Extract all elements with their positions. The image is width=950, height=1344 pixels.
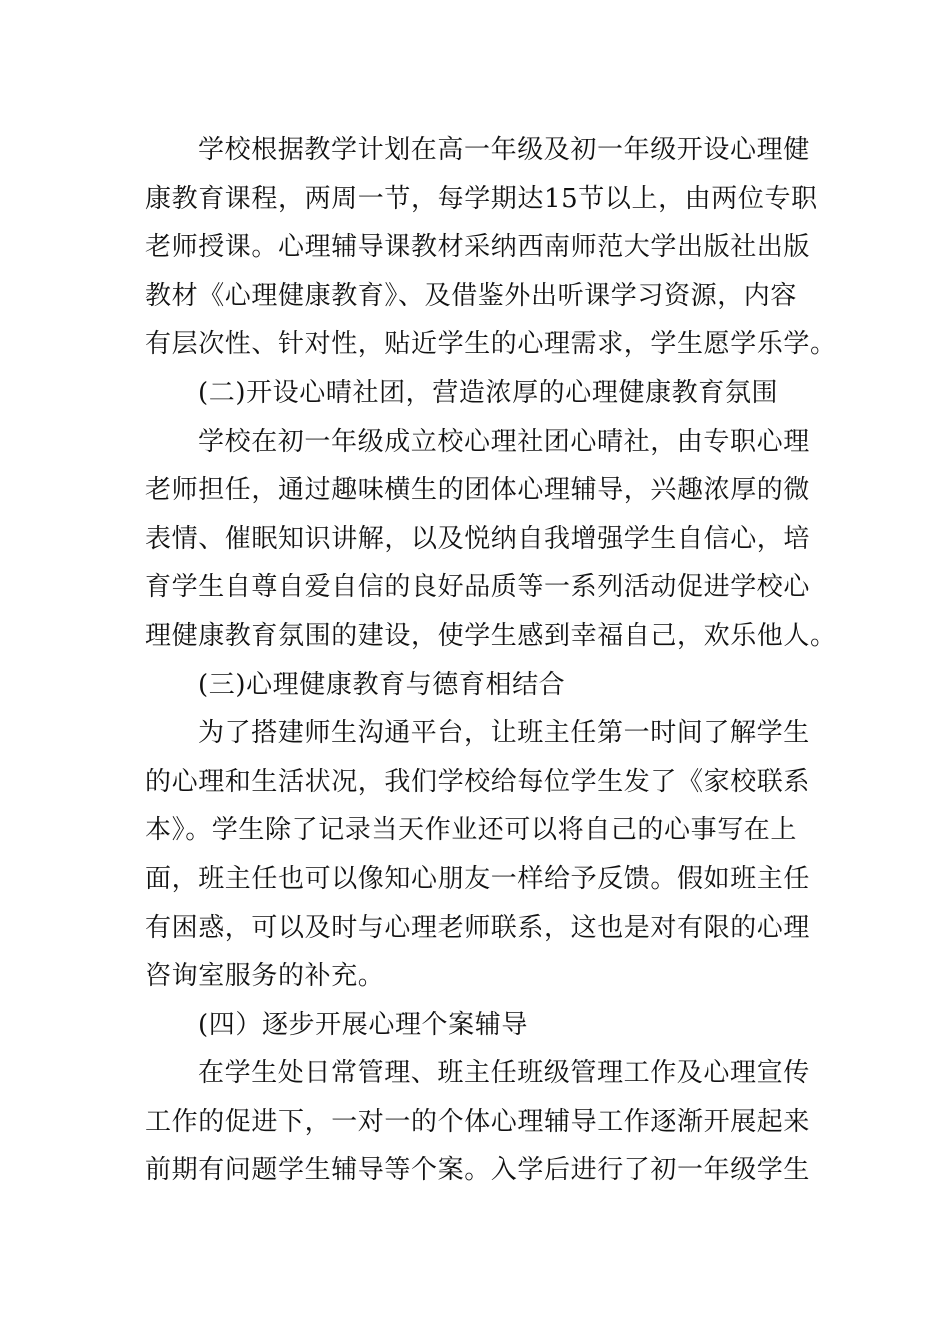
paragraph-line: 本》。学生除了记录当天作业还可以将自己的心事写在上 xyxy=(145,815,798,846)
paragraph-line: 前期有问题学生辅导等个案。入学后进行了初一年级学生 xyxy=(145,1155,811,1186)
section-heading: (二)开设心晴社团，营造浓厚的心理健康教育氛围 xyxy=(198,377,779,408)
paragraph-line: 老师授课。心理辅导课教材采纳西南师范大学出版社出版 xyxy=(145,232,811,263)
paragraph-line: 老师担任，通过趣味横生的团体心理辅导，兴趣浓厚的微 xyxy=(145,475,811,506)
paragraph-line: 为了搭建师生沟通平台，让班主任第一时间了解学生 xyxy=(198,718,810,749)
section-heading: (四）逐步开展心理个案辅导 xyxy=(198,1009,528,1040)
paragraph-line: 在学生处日常管理、班主任班级管理工作及心理宣传 xyxy=(198,1058,810,1089)
paragraph-line: 理健康教育氛围的建设，使学生感到幸福自己，欢乐他人。 xyxy=(145,620,837,651)
paragraph-line: 有层次性、针对性，贴近学生的心理需求，学生愿学乐学。 xyxy=(145,329,837,360)
paragraph-line: 有困惑，可以及时与心理老师联系，这也是对有限的心理 xyxy=(145,912,811,943)
paragraph-line: 表情、催眠知识讲解，以及悦纳自我增强学生自信心，培 xyxy=(145,523,811,554)
paragraph-line: 教材《心理健康教育》、及借鉴外出听课学习资源，内容 xyxy=(145,280,798,311)
section-heading: (三)心理健康教育与德育相结合 xyxy=(198,669,566,700)
paragraph-line: 学校根据教学计划在高一年级及初一年级开设心理健 xyxy=(198,135,810,165)
paragraph-line: 康教育课程，两周一节，每学期达15节以上，由两位专职 xyxy=(145,183,818,214)
document-body xyxy=(145,126,837,1195)
paragraph-line: 咨询室服务的补充。 xyxy=(145,961,385,992)
paragraph-line: 面，班主任也可以像知心朋友一样给予反馈。假如班主任 xyxy=(145,863,811,894)
paragraph-line: 的心理和生活状况，我们学校给每位学生发了《家校联系 xyxy=(145,766,811,797)
paragraph-line: 育学生自尊自爱自信的良好品质等一系列活动促进学校心 xyxy=(145,572,811,603)
paragraph-line: 学校在初一年级成立校心理社团心晴社，由专职心理 xyxy=(198,426,810,457)
paragraph-line: 工作的促进下，一对一的个体心理辅导工作逐渐开展起来 xyxy=(145,1106,811,1137)
